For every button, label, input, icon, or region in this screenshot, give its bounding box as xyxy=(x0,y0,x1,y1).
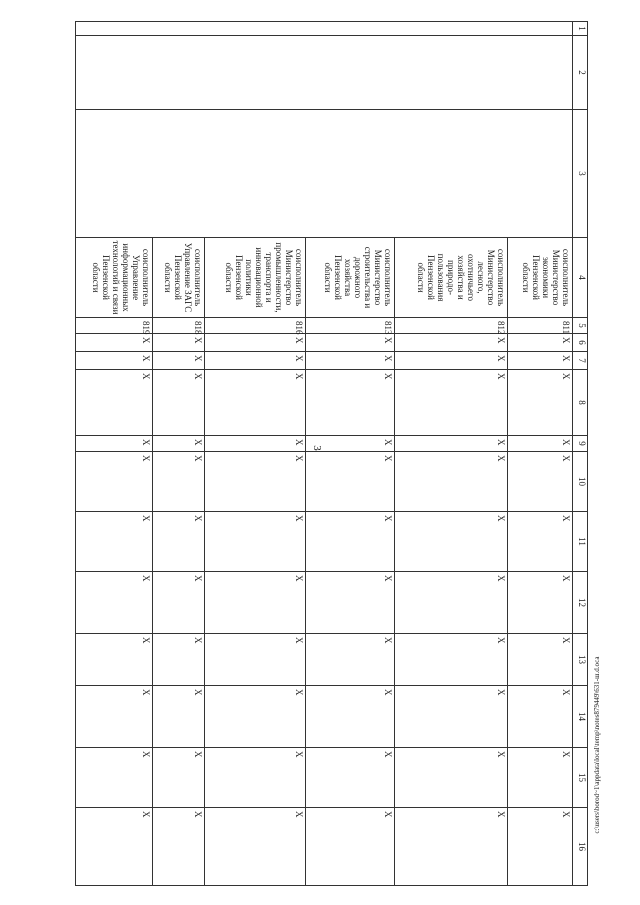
mark-cell-col-7: X xyxy=(395,352,508,370)
mark-cell-col-10: X xyxy=(205,452,306,512)
merged-cell-col-3 xyxy=(76,110,573,238)
mark-cell-col-16: X xyxy=(508,808,573,886)
executor-cell: соисполнитель Министерство лесного, охотничьего хозяйства и природо-пользования Пензенской области xyxy=(395,238,508,318)
mark-cell-col-7: X xyxy=(76,352,153,370)
column-header-3: 3 xyxy=(573,110,588,238)
mark-cell-col-10: X xyxy=(306,452,395,512)
mark-cell-col-9: X xyxy=(395,436,508,452)
mark-cell-col-7: X xyxy=(205,352,306,370)
column-header-5: 5 xyxy=(573,318,588,334)
mark-cell-col-15: X xyxy=(205,748,306,808)
mark-cell-col-13: X xyxy=(395,634,508,686)
program-table xyxy=(75,21,588,885)
column-header-4: 4 xyxy=(573,238,588,318)
mark-cell-col-14: X xyxy=(395,686,508,748)
mark-cell-col-10: X xyxy=(508,452,573,512)
mark-cell-col-6: X xyxy=(152,334,204,352)
mark-cell-col-11: X xyxy=(306,512,395,572)
mark-cell-col-15: X xyxy=(508,748,573,808)
mark-cell-col-9: X xyxy=(205,436,306,452)
mark-cell-col-14: X xyxy=(205,686,306,748)
mark-cell-col-15: X xyxy=(152,748,204,808)
merged-cell-col-2 xyxy=(76,36,573,110)
mark-cell-col-11: X xyxy=(152,512,204,572)
mark-cell-col-14: X xyxy=(306,686,395,748)
mark-cell-col-16: X xyxy=(205,808,306,886)
mark-cell-col-6: X xyxy=(508,334,573,352)
mark-cell-col-10: X xyxy=(152,452,204,512)
code-cell: 813 xyxy=(306,318,395,334)
code-cell: 816 xyxy=(205,318,306,334)
mark-cell-col-12: X xyxy=(508,572,573,634)
column-header-10: 10 xyxy=(573,452,588,512)
mark-cell-col-15: X xyxy=(76,748,153,808)
mark-cell-col-9: X xyxy=(306,436,395,452)
column-header-1: 1 xyxy=(573,22,588,36)
mark-cell-col-16: X xyxy=(76,808,153,886)
mark-cell-col-13: X xyxy=(152,634,204,686)
mark-cell-col-13: X xyxy=(76,634,153,686)
mark-cell-col-9: X xyxy=(76,436,153,452)
column-header-11: 11 xyxy=(573,512,588,572)
mark-cell-col-12: X xyxy=(306,572,395,634)
mark-cell-col-16: X xyxy=(306,808,395,886)
mark-cell-col-8: X xyxy=(205,370,306,436)
mark-cell-col-8: X xyxy=(76,370,153,436)
mark-cell-col-16: X xyxy=(395,808,508,886)
mark-cell-col-8: X xyxy=(508,370,573,436)
mark-cell-col-14: X xyxy=(152,686,204,748)
code-cell: 818 xyxy=(152,318,204,334)
page-number: 3 xyxy=(311,445,323,451)
column-header-13: 13 xyxy=(573,634,588,686)
mark-cell-col-7: X xyxy=(152,352,204,370)
column-header-6: 6 xyxy=(573,334,588,352)
mark-cell-col-13: X xyxy=(306,634,395,686)
code-cell: 811 xyxy=(508,318,573,334)
executor-cell: соисполнитель Министерство экономики Пензенской области xyxy=(508,238,573,318)
column-header-16: 16 xyxy=(573,808,588,886)
column-header-8: 8 xyxy=(573,370,588,436)
mark-cell-col-11: X xyxy=(76,512,153,572)
mark-cell-col-11: X xyxy=(395,512,508,572)
column-header-15: 15 xyxy=(573,748,588,808)
mark-cell-col-11: X xyxy=(508,512,573,572)
executor-cell: соисполнитель Управление ЗАГС Пензенской области xyxy=(152,238,204,318)
mark-cell-col-12: X xyxy=(76,572,153,634)
mark-cell-col-8: X xyxy=(395,370,508,436)
mark-cell-col-8: X xyxy=(306,370,395,436)
column-header-9: 9 xyxy=(573,436,588,452)
mark-cell-col-9: X xyxy=(152,436,204,452)
code-cell: 812 xyxy=(395,318,508,334)
mark-cell-col-10: X xyxy=(76,452,153,512)
mark-cell-col-9: X xyxy=(508,436,573,452)
mark-cell-col-6: X xyxy=(76,334,153,352)
executor-cell: соисполнитель Министерство промышленности, транспорта и инновационной политики Пензенской области xyxy=(205,238,306,318)
executor-cell: соисполнитель Управление информационных технологий и связи Пензенской области xyxy=(76,238,153,318)
table-row xyxy=(508,22,573,886)
footer-file-path: c:\users\borod~1\appdata\local\temp\notes879449\631-ш.d.оса xyxy=(593,656,601,834)
merged-cell-col-1 xyxy=(76,22,573,36)
program-table-grid xyxy=(75,21,588,886)
mark-cell-col-7: X xyxy=(508,352,573,370)
executor-cell: соисполнитель Министерство строительства и дорожного хозяйства Пензенской области xyxy=(306,238,395,318)
mark-cell-col-11: X xyxy=(205,512,306,572)
mark-cell-col-12: X xyxy=(395,572,508,634)
mark-cell-col-6: X xyxy=(205,334,306,352)
mark-cell-col-15: X xyxy=(395,748,508,808)
mark-cell-col-14: X xyxy=(508,686,573,748)
mark-cell-col-10: X xyxy=(395,452,508,512)
mark-cell-col-7: X xyxy=(306,352,395,370)
mark-cell-col-12: X xyxy=(152,572,204,634)
mark-cell-col-15: X xyxy=(306,748,395,808)
mark-cell-col-13: X xyxy=(508,634,573,686)
mark-cell-col-8: X xyxy=(152,370,204,436)
code-cell: 819 xyxy=(76,318,153,334)
column-header-7: 7 xyxy=(573,352,588,370)
table-header-row xyxy=(573,22,588,886)
mark-cell-col-16: X xyxy=(152,808,204,886)
column-header-14: 14 xyxy=(573,686,588,748)
mark-cell-col-14: X xyxy=(76,686,153,748)
column-header-12: 12 xyxy=(573,572,588,634)
column-header-2: 2 xyxy=(573,36,588,110)
mark-cell-col-6: X xyxy=(395,334,508,352)
mark-cell-col-13: X xyxy=(205,634,306,686)
mark-cell-col-12: X xyxy=(205,572,306,634)
mark-cell-col-6: X xyxy=(306,334,395,352)
